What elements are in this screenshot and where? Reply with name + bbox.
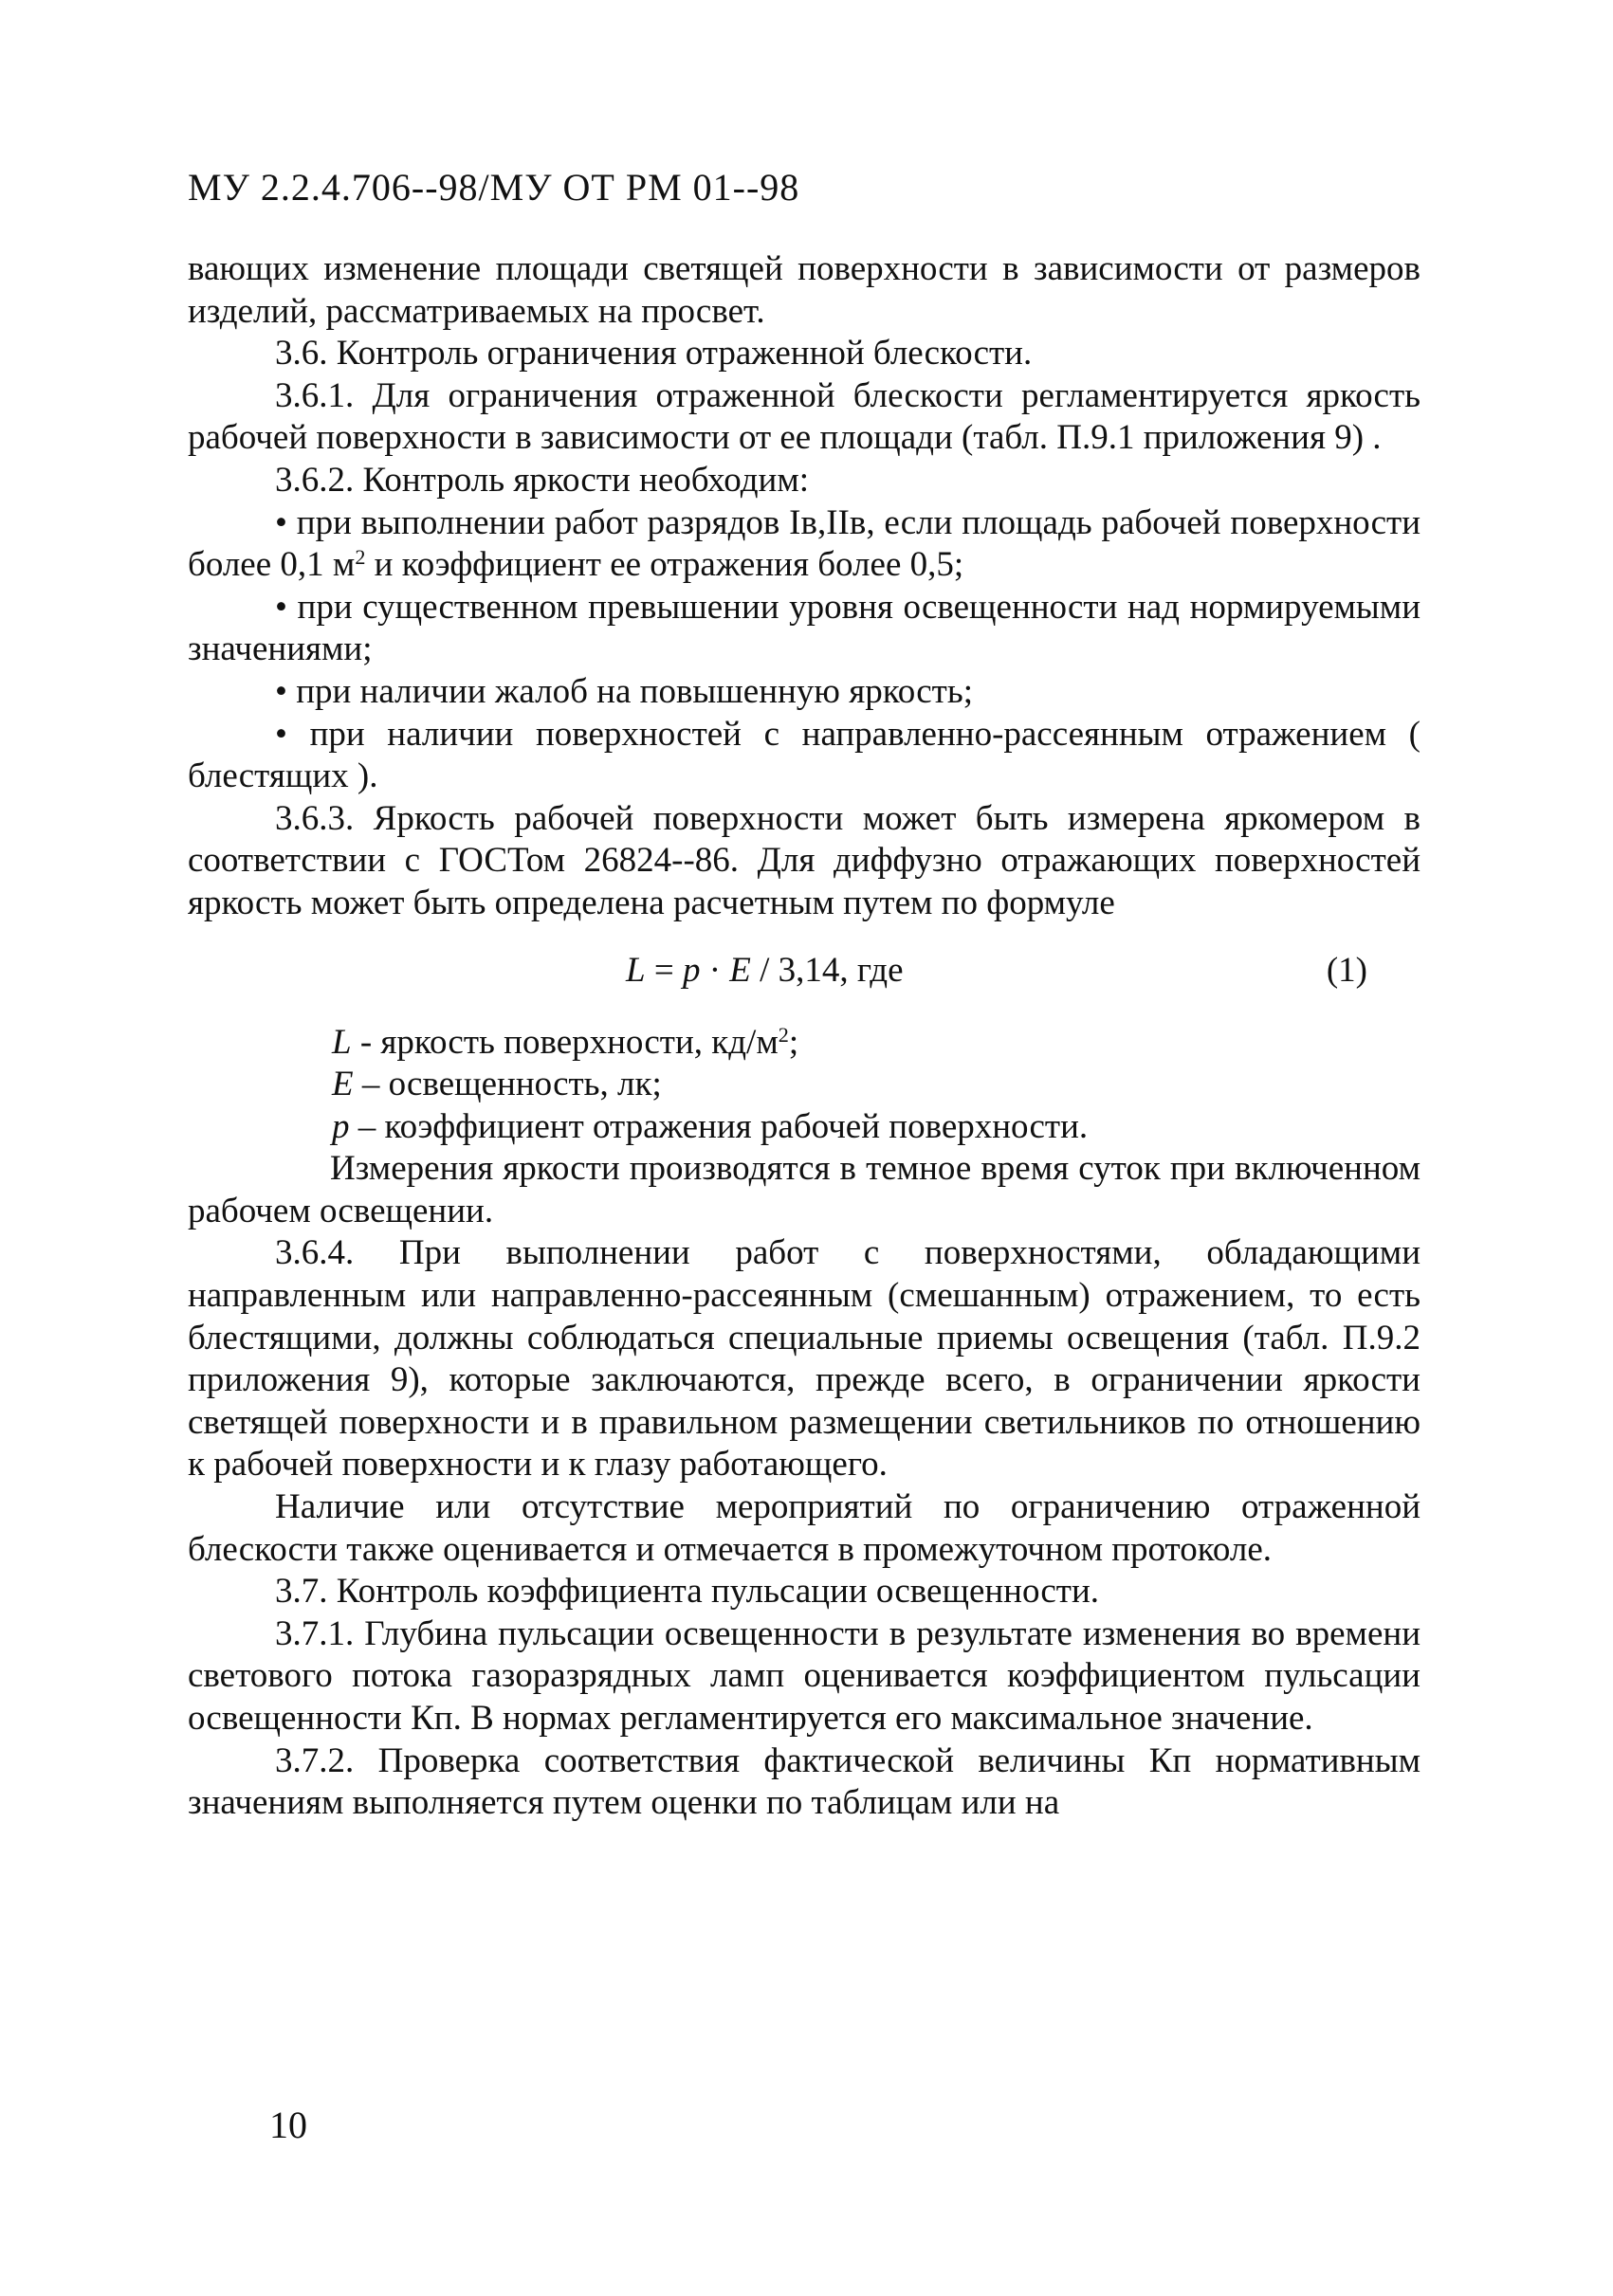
page-number: 10 — [269, 2104, 307, 2146]
paragraph-3-6-1: 3.6.1. Для ограничения отраженной блескости регламентируется яркость рабочей поверхности в зависимости от ее площади (табл. П.9.1 приложения 9) . — [188, 375, 1421, 458]
formula-block — [188, 933, 1421, 1012]
definition-e-text: – освещенность, лк; — [353, 1065, 662, 1104]
definition-e-symbol: E — [332, 1065, 354, 1104]
paragraph-measurement-note: Измерения яркости производятся в темное время суток при включенном рабочем освещении. — [188, 1149, 1421, 1230]
formula-rest: / 3,14, где — [750, 950, 904, 990]
definition-l-symbol: L — [332, 1022, 352, 1062]
formula-expression — [626, 950, 904, 993]
formula-number: (1) — [1326, 950, 1367, 990]
bullet-item-1-text: • при выполнении работ разрядов Iв,IIв, если площадь рабочей поверхности более 0,1 м — [188, 502, 1421, 585]
document-body — [188, 248, 1421, 1825]
bullet-item-1 — [188, 502, 1421, 587]
formula-equals: = — [645, 950, 683, 990]
section-heading-3-7: 3.7. Контроль коэффициента пульсации освещенности. — [275, 1572, 1100, 1612]
definition-l-text: - яркость поверхности, кд/м — [351, 1022, 779, 1062]
bullet-item-1-text-end: и коэффициент ее отражения более 0,5; — [365, 545, 964, 585]
superscript: 2 — [355, 544, 366, 569]
running-header: МУ 2.2.4.706--98/МУ ОТ РМ 01--98 — [188, 166, 800, 209]
paragraph-3-7-2: 3.7.2. Проверка соответствия фактической величины Кп нормативным значениям выполняется путем оценки по таблицам или на — [188, 1740, 1421, 1823]
formula-symbol-e: E — [729, 950, 751, 990]
definition-l-end: ; — [788, 1022, 799, 1062]
formula-symbol-p: p — [682, 950, 701, 990]
section-heading-3-6: 3.6. Контроль ограничения отраженной блескости. — [275, 334, 1033, 374]
definition-p-text: – коэффициент отражения рабочей поверхности. — [349, 1106, 1089, 1146]
formula-definitions — [332, 1022, 1421, 1149]
bullet-item-2: • при существенном превышении уровня освещенности над нормируемыми значениями; — [188, 587, 1421, 669]
bullet-item-4: • при наличии поверхностей с направленно-рассеянным отражением ( блестящих ). — [188, 714, 1421, 796]
paragraph-continuation: вающих изменение площади светящей поверхности в зависимости от размеров изделий, рассматриваемых на просвет. — [188, 249, 1421, 331]
paragraph-3-7-1: 3.7.1. Глубина пульсации освещенности в результате изменения во времени светового потока газоразрядных ламп оценивается коэффициентом пульсации освещенности Кп. В нормах регламентируется его максимальное значение. — [188, 1613, 1421, 1738]
definition-e — [332, 1064, 1421, 1106]
superscript: 2 — [778, 1022, 789, 1047]
definition-l — [332, 1022, 1421, 1065]
paragraph-3-6-2: 3.6.2. Контроль яркости необходим: — [275, 460, 810, 500]
formula-symbol-l: L — [626, 950, 646, 990]
formula-dot: · — [700, 950, 730, 990]
paragraph-glare-measures: Наличие или отсутствие мероприятий по ограничению отраженной блескости также оценивается и отмечается в промежуточном протоколе. — [188, 1487, 1421, 1569]
paragraph-3-6-4: 3.6.4. При выполнении работ с поверхностями, обладающими направленным или направленно-рассеянным (смешанным) отражением, то есть блестящими, должны соблюдаться специальные приемы освещения (табл. П.9.2 приложения 9), которые заключаются, прежде всего, в ограничении яркости светящей поверхности и в правильном размещении светильников по отношению к рабочей поверхности и к глазу работающего. — [188, 1233, 1421, 1485]
bullet-item-3: • при наличии жалоб на повышенную яркость; — [275, 671, 973, 711]
definition-p-symbol: p — [332, 1106, 350, 1146]
paragraph-3-6-3: 3.6.3. Яркость рабочей поверхности может быть измерена яркомером в соответствии с ГОСТом 26824--86. Для диффузно отражающих поверхностей яркость может быть определена расчетным путем по формуле — [188, 798, 1421, 922]
definition-p — [332, 1106, 1421, 1149]
